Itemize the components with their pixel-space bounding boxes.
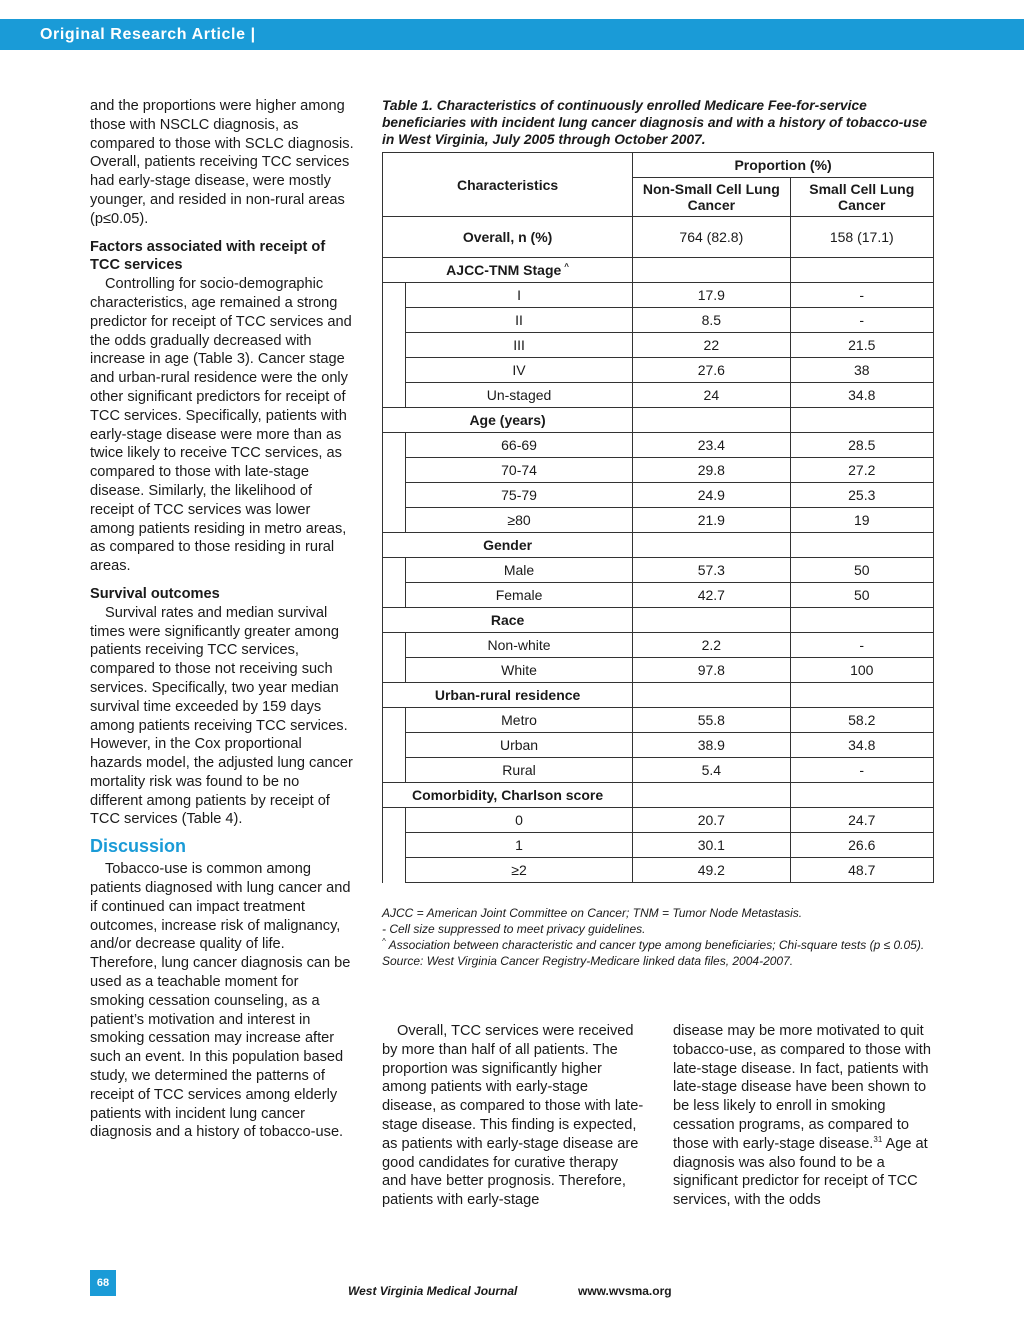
- indent-cell: [383, 583, 406, 608]
- indent-cell: [383, 308, 406, 333]
- table-row: [383, 708, 934, 733]
- row-label: Male: [405, 558, 632, 583]
- right-column: [673, 1022, 935, 1210]
- header-characteristics: Characteristics: [383, 153, 633, 217]
- indent-cell: [383, 383, 406, 408]
- indent-cell: [383, 508, 406, 533]
- section-title: Age (years): [383, 408, 633, 433]
- nsclc-value: 27.6: [633, 358, 790, 383]
- indent-cell: [383, 708, 406, 733]
- row-label: White: [405, 658, 632, 683]
- table-section-row: [383, 783, 934, 808]
- table-row: [383, 433, 934, 458]
- table-notes: [382, 905, 942, 969]
- sclc-value: 48.7: [790, 858, 933, 883]
- left-column: [90, 97, 355, 1142]
- row-label: I: [405, 283, 632, 308]
- empty-cell: [790, 783, 933, 808]
- indent-cell: [383, 433, 406, 458]
- sclc-value: -: [790, 633, 933, 658]
- empty-cell: [633, 408, 790, 433]
- table-row: [383, 658, 934, 683]
- table-section-row: [383, 408, 934, 433]
- paragraph: Overall, TCC services were received by more than half of all patients. The proportion was significantly higher among patients with early-stage disease, as compared to those with late-stage disease. This finding is expected, as patients with early-stage disease are good candidates for curative therapy and have better prognosis. Therefore, patients with early-stage: [382, 1023, 644, 1209]
- indent-cell: [383, 458, 406, 483]
- empty-cell: [633, 533, 790, 558]
- empty-cell: [790, 608, 933, 633]
- nsclc-value: 29.8: [633, 458, 790, 483]
- table-row: [383, 758, 934, 783]
- section-title: Urban-rural residence: [383, 683, 633, 708]
- row-label: ≥80: [405, 508, 632, 533]
- nsclc-value: 49.2: [633, 858, 790, 883]
- section-label: Original Research Article |: [40, 26, 256, 43]
- nsclc-value: 20.7: [633, 808, 790, 833]
- subheading-factors: Factors associated with receipt of TCC services: [90, 238, 326, 274]
- table-row: [383, 808, 934, 833]
- empty-cell: [790, 408, 933, 433]
- sclc-value: 27.2: [790, 458, 933, 483]
- discussion-heading: Discussion: [90, 836, 187, 857]
- section-title: Race: [383, 608, 633, 633]
- paragraph: and the proportions were higher among those with NSCLC diagnosis, as compared to those with SCLC diagnosis. Overall, patients receiving TCC services had early-stage disease, were mostly younger, and resided in non-rural areas (p≤0.05).: [90, 98, 354, 227]
- empty-cell: [790, 683, 933, 708]
- empty-cell: [633, 683, 790, 708]
- empty-cell: [790, 533, 933, 558]
- nsclc-value: 30.1: [633, 833, 790, 858]
- sclc-value: -: [790, 308, 933, 333]
- indent-cell: [383, 558, 406, 583]
- table-section-row: [383, 258, 934, 283]
- note-mark: ^: [382, 937, 386, 946]
- table-caption: Table 1. Characteristics of continuously enrolled Medicare Fee-for-service beneficiaries with incident lung cancer diagnosis and with a history of tobacco-use in West Virginia, July 2005 through October 2007.: [382, 98, 928, 147]
- indent-cell: [383, 858, 406, 883]
- table-row: [383, 633, 934, 658]
- row-label: Urban: [405, 733, 632, 758]
- row-label: 70-74: [405, 458, 632, 483]
- table-row: [383, 358, 934, 383]
- nsclc-value: 24: [633, 383, 790, 408]
- empty-cell: [790, 258, 933, 283]
- nsclc-value: 8.5: [633, 308, 790, 333]
- table-row: [383, 458, 934, 483]
- journal-name: West Virginia Medical Journal: [348, 1284, 518, 1298]
- table-row: [383, 333, 934, 358]
- indent-cell: [383, 758, 406, 783]
- indent-cell: [383, 733, 406, 758]
- sclc-value: 50: [790, 558, 933, 583]
- nsclc-value: 22: [633, 333, 790, 358]
- row-label: IV: [405, 358, 632, 383]
- sclc-value: -: [790, 758, 933, 783]
- sclc-value: 26.6: [790, 833, 933, 858]
- note-association: ^ Association between characteristic and cancer type among beneficiaries; Chi-square tests (p ≤ 0.05).: [382, 937, 925, 952]
- row-label: II: [405, 308, 632, 333]
- row-label: Metro: [405, 708, 632, 733]
- nsclc-value: 21.9: [633, 508, 790, 533]
- indent-cell: [383, 283, 406, 308]
- header-proportion: Proportion (%): [633, 153, 934, 178]
- section-title: Comorbidity, Charlson score: [383, 783, 633, 808]
- table-section-row: [383, 533, 934, 558]
- row-label: 1: [405, 833, 632, 858]
- paragraph: Tobacco-use is common among patients diagnosed with lung cancer and if continued can impact treatment outcomes, increase risk of malignancy, and/or decrease quality of life. Therefore, lung cancer diagnosis can be used as a teachable moment for smoking cessation counseling, as a patient’s motivation and interest in smoking cessation may increase after such an event. In this population based study, we determined the patterns of receipt of TCC services among elderly patients with incident lung cancer diagnosis and a history of tobacco-use.: [90, 861, 351, 1141]
- row-label: Rural: [405, 758, 632, 783]
- sclc-value: 21.5: [790, 333, 933, 358]
- section-title: AJCC-TNM Stage ^: [383, 258, 633, 283]
- page-number: 68: [90, 1270, 116, 1296]
- table-row: [383, 558, 934, 583]
- sclc-value: 19: [790, 508, 933, 533]
- paragraph: disease may be more motivated to quit tobacco-use, as compared to those with late-stage disease. In fact, patients with late-stage disease have been shown to be less likely to enroll in smoking cessation programs, as compared to those with early-stage disease.$^{31}$ Age at diagnosis was also found to be a significant predictor for receipt of TCC services, with the odds: [673, 1023, 931, 1209]
- row-label: ≥2: [405, 858, 632, 883]
- middle-column: [382, 1022, 644, 1210]
- row-label: Non-white: [405, 633, 632, 658]
- website-url: www.wvsma.org: [578, 1284, 672, 1298]
- empty-cell: [633, 783, 790, 808]
- sclc-value: 100: [790, 658, 933, 683]
- sclc-value: 28.5: [790, 433, 933, 458]
- header-sclc: Small Cell Lung Cancer: [790, 178, 933, 217]
- table-row: [383, 583, 934, 608]
- row-label: 75-79: [405, 483, 632, 508]
- nsclc-value: 42.7: [633, 583, 790, 608]
- note-suppressed: - Cell size suppressed to meet privacy guidelines.: [382, 922, 646, 936]
- sclc-value: -: [790, 283, 933, 308]
- significance-mark: ^: [564, 262, 569, 272]
- indent-cell: [383, 333, 406, 358]
- indent-cell: [383, 483, 406, 508]
- table-section-row: [383, 683, 934, 708]
- nsclc-value: 55.8: [633, 708, 790, 733]
- header-banner: [0, 19, 1024, 50]
- sclc-value: 25.3: [790, 483, 933, 508]
- row-label: 0: [405, 808, 632, 833]
- overall-sclc: 158 (17.1): [790, 217, 933, 258]
- nsclc-value: 57.3: [633, 558, 790, 583]
- indent-cell: [383, 358, 406, 383]
- table-row: [383, 508, 934, 533]
- characteristics-table: [382, 152, 934, 883]
- paragraph: Survival rates and median survival times were significantly greater among patients receiving TCC services, compared to those not receiving such services. Specifically, two year median survival time exceeded by 159 days among patients receiving TCC services. However, in the Cox proportional hazards model, the adjusted lung cancer mortality risk was found to be no different among patients by receipt of TCC services (Table 4).: [90, 604, 353, 828]
- empty-cell: [633, 258, 790, 283]
- nsclc-value: 5.4: [633, 758, 790, 783]
- indent-cell: [383, 633, 406, 658]
- header-nsclc: Non-Small Cell Lung Cancer: [633, 178, 790, 217]
- table-row: [383, 858, 934, 883]
- indent-cell: [383, 833, 406, 858]
- row-label: Un-staged: [405, 383, 632, 408]
- reference-number: 31: [873, 1134, 883, 1144]
- sclc-value: 38: [790, 358, 933, 383]
- table-header-row: [383, 153, 934, 178]
- table-row: [383, 308, 934, 333]
- table-row: [383, 383, 934, 408]
- table-row: [383, 833, 934, 858]
- overall-label: Overall, n (%): [383, 217, 633, 258]
- sclc-value: 24.7: [790, 808, 933, 833]
- sclc-value: 50: [790, 583, 933, 608]
- nsclc-value: 24.9: [633, 483, 790, 508]
- note-source: Source: West Virginia Cancer Registry-Medicare linked data files, 2004-2007.: [382, 954, 794, 968]
- table-row-overall: [383, 217, 934, 258]
- nsclc-value: 23.4: [633, 433, 790, 458]
- row-label: III: [405, 333, 632, 358]
- table-row: [383, 483, 934, 508]
- sclc-value: 34.8: [790, 383, 933, 408]
- sclc-value: 58.2: [790, 708, 933, 733]
- empty-cell: [633, 608, 790, 633]
- subheading-survival: Survival outcomes: [90, 585, 220, 602]
- nsclc-value: 17.9: [633, 283, 790, 308]
- nsclc-value: 2.2: [633, 633, 790, 658]
- sclc-value: 34.8: [790, 733, 933, 758]
- table-row: [383, 733, 934, 758]
- note-abbrev: AJCC = American Joint Committee on Cancer; TNM = Tumor Node Metastasis.: [382, 906, 803, 920]
- row-label: Female: [405, 583, 632, 608]
- nsclc-value: 38.9: [633, 733, 790, 758]
- table-section-row: [383, 608, 934, 633]
- indent-cell: [383, 808, 406, 833]
- table-row: [383, 283, 934, 308]
- nsclc-value: 97.8: [633, 658, 790, 683]
- row-label: 66-69: [405, 433, 632, 458]
- overall-nsclc: 764 (82.8): [633, 217, 790, 258]
- indent-cell: [383, 658, 406, 683]
- section-title: Gender: [383, 533, 633, 558]
- paragraph: Controlling for socio-demographic characteristics, age remained a strong predictor for receipt of TCC services and the odds gradually decreased with increase in age (Table 3). Cancer stage and urban-rural residence were the only other significant predictors for receipt of TCC services. Specifically, patients with early-stage disease were more than as twice likely to receive TCC services, as compared to those with late-stage disease. Similarly, the likelihood of receipt of TCC services was lower among patients residing in metro areas, as compared to those residing in rural areas.: [90, 276, 352, 575]
